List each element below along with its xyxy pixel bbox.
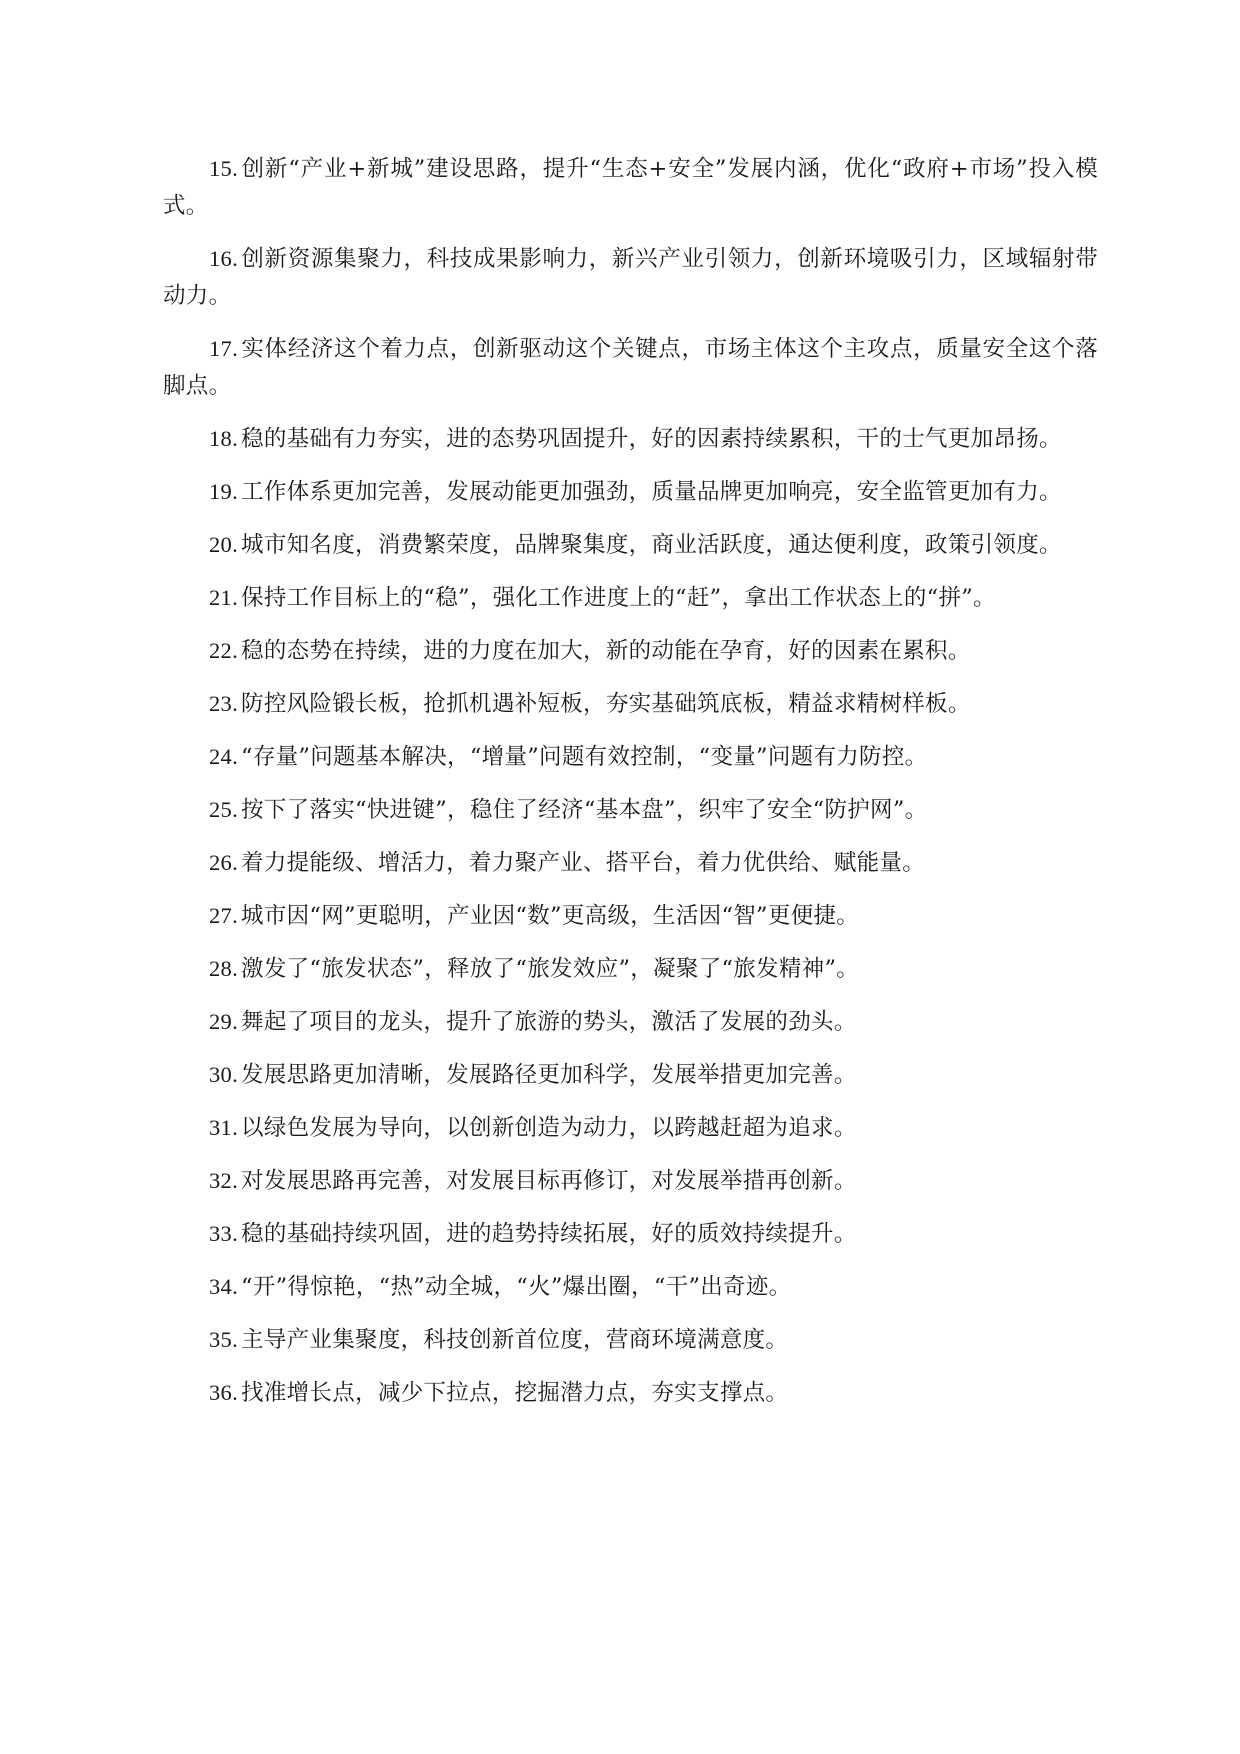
item-number: 25.: [209, 797, 239, 822]
list-item: [163, 950, 1098, 988]
item-number: 19.: [209, 479, 239, 504]
item-number: 21.: [209, 585, 239, 610]
item-text: 激发了“旅发状态”，释放了“旅发效应”，凝聚了“旅发精神”。: [241, 956, 860, 982]
item-number: 31.: [209, 1115, 239, 1140]
list-item: [163, 1056, 1098, 1094]
item-number: 34.: [209, 1274, 239, 1299]
item-text: 创新资源集聚力，科技成果影响力，新兴产业引领力，创新环境吸引力，区域辐射带动力。: [163, 246, 1098, 309]
item-number: 26.: [209, 850, 239, 875]
list-item: [163, 420, 1098, 458]
item-text: 主导产业集聚度，科技创新首位度，营商环境满意度。: [241, 1327, 789, 1353]
item-text: 城市因“网”更聪明，产业因“数”更高级，生活因“智”更便捷。: [241, 903, 860, 929]
item-number: 30.: [209, 1062, 239, 1087]
item-number: 15.: [209, 156, 239, 181]
list-item: [163, 632, 1098, 670]
item-text: 按下了落实“快进键”，稳住了经济“基本盘”，织牢了安全“防护网”。: [241, 797, 928, 823]
list-item: [163, 1321, 1098, 1359]
item-number: 24.: [209, 744, 239, 769]
item-text: 稳的态势在持续，进的力度在加大，新的动能在孕育，好的因素在累积。: [241, 638, 971, 664]
item-text: 舞起了项目的龙头，提升了旅游的势头，激活了发展的劲头。: [241, 1009, 857, 1035]
item-number: 33.: [209, 1221, 239, 1246]
item-number: 22.: [209, 638, 239, 663]
item-text: 城市知名度，消费繁荣度，品牌聚集度，商业活跃度，通达便利度，政策引领度。: [241, 532, 1062, 558]
item-text: 实体经济这个着力点，创新驱动这个关键点，市场主体这个主攻点，质量安全这个落脚点。: [163, 336, 1098, 399]
item-number: 36.: [209, 1380, 239, 1405]
list-item: [163, 1268, 1098, 1306]
item-text: 防控风险锻长板，抢抓机遇补短板，夯实基础筑底板，精益求精树样板。: [241, 691, 971, 717]
item-number: 20.: [209, 532, 239, 557]
list-item: [163, 150, 1098, 225]
list-item: [163, 844, 1098, 882]
item-text: “开”得惊艳，“热”动全城，“火”爆出圈，“干”出奇迹。: [241, 1274, 792, 1300]
list-item: [163, 330, 1098, 405]
item-text: “存量”问题基本解决，“增量”问题有效控制，“变量”问题有力防控。: [241, 744, 928, 770]
item-text: 对发展思路再完善，对发展目标再修订，对发展举措再创新。: [241, 1168, 857, 1194]
list-item: [163, 685, 1098, 723]
item-text: 稳的基础持续巩固，进的趋势持续拓展，好的质效持续提升。: [241, 1221, 857, 1247]
list-item: [163, 473, 1098, 511]
document-body: [163, 150, 1098, 1427]
item-number: 29.: [209, 1009, 239, 1034]
list-item: [163, 791, 1098, 829]
item-text: 稳的基础有力夯实，进的态势巩固提升，好的因素持续累积，干的士气更加昂扬。: [241, 426, 1062, 452]
item-text: 发展思路更加清晰，发展路径更加科学，发展举措更加完善。: [241, 1062, 857, 1088]
list-item: [163, 738, 1098, 776]
item-text: 保持工作目标上的“稳”，强化工作进度上的“赶”，拿出工作状态上的“拼”。: [241, 585, 996, 611]
list-item: [163, 1109, 1098, 1147]
item-text: 创新“产业+新城”建设思路，提升“生态+安全”发展内涵，优化“政府+市场”投入模式。: [163, 156, 1098, 219]
item-text: 找准增长点，减少下拉点，挖掘潜力点，夯实支撑点。: [241, 1380, 789, 1406]
item-text: 以绿色发展为导向，以创新创造为动力，以跨越赶超为追求。: [241, 1115, 857, 1141]
item-number: 28.: [209, 956, 239, 981]
item-number: 27.: [209, 903, 239, 928]
item-number: 16.: [209, 246, 239, 271]
item-number: 18.: [209, 426, 239, 451]
list-item: [163, 579, 1098, 617]
item-text: 工作体系更加完善，发展动能更加强劲，质量品牌更加响亮，安全监管更加有力。: [241, 479, 1062, 505]
item-number: 23.: [209, 691, 239, 716]
list-item: [163, 526, 1098, 564]
list-item: [163, 1374, 1098, 1412]
item-number: 32.: [209, 1168, 239, 1193]
list-item: [163, 1003, 1098, 1041]
list-item: [163, 240, 1098, 315]
list-item: [163, 1162, 1098, 1200]
list-item: [163, 897, 1098, 935]
item-number: 35.: [209, 1327, 239, 1352]
item-number: 17.: [209, 336, 239, 361]
item-text: 着力提能级、增活力，着力聚产业、搭平台，着力优供给、赋能量。: [241, 850, 926, 876]
list-item: [163, 1215, 1098, 1253]
